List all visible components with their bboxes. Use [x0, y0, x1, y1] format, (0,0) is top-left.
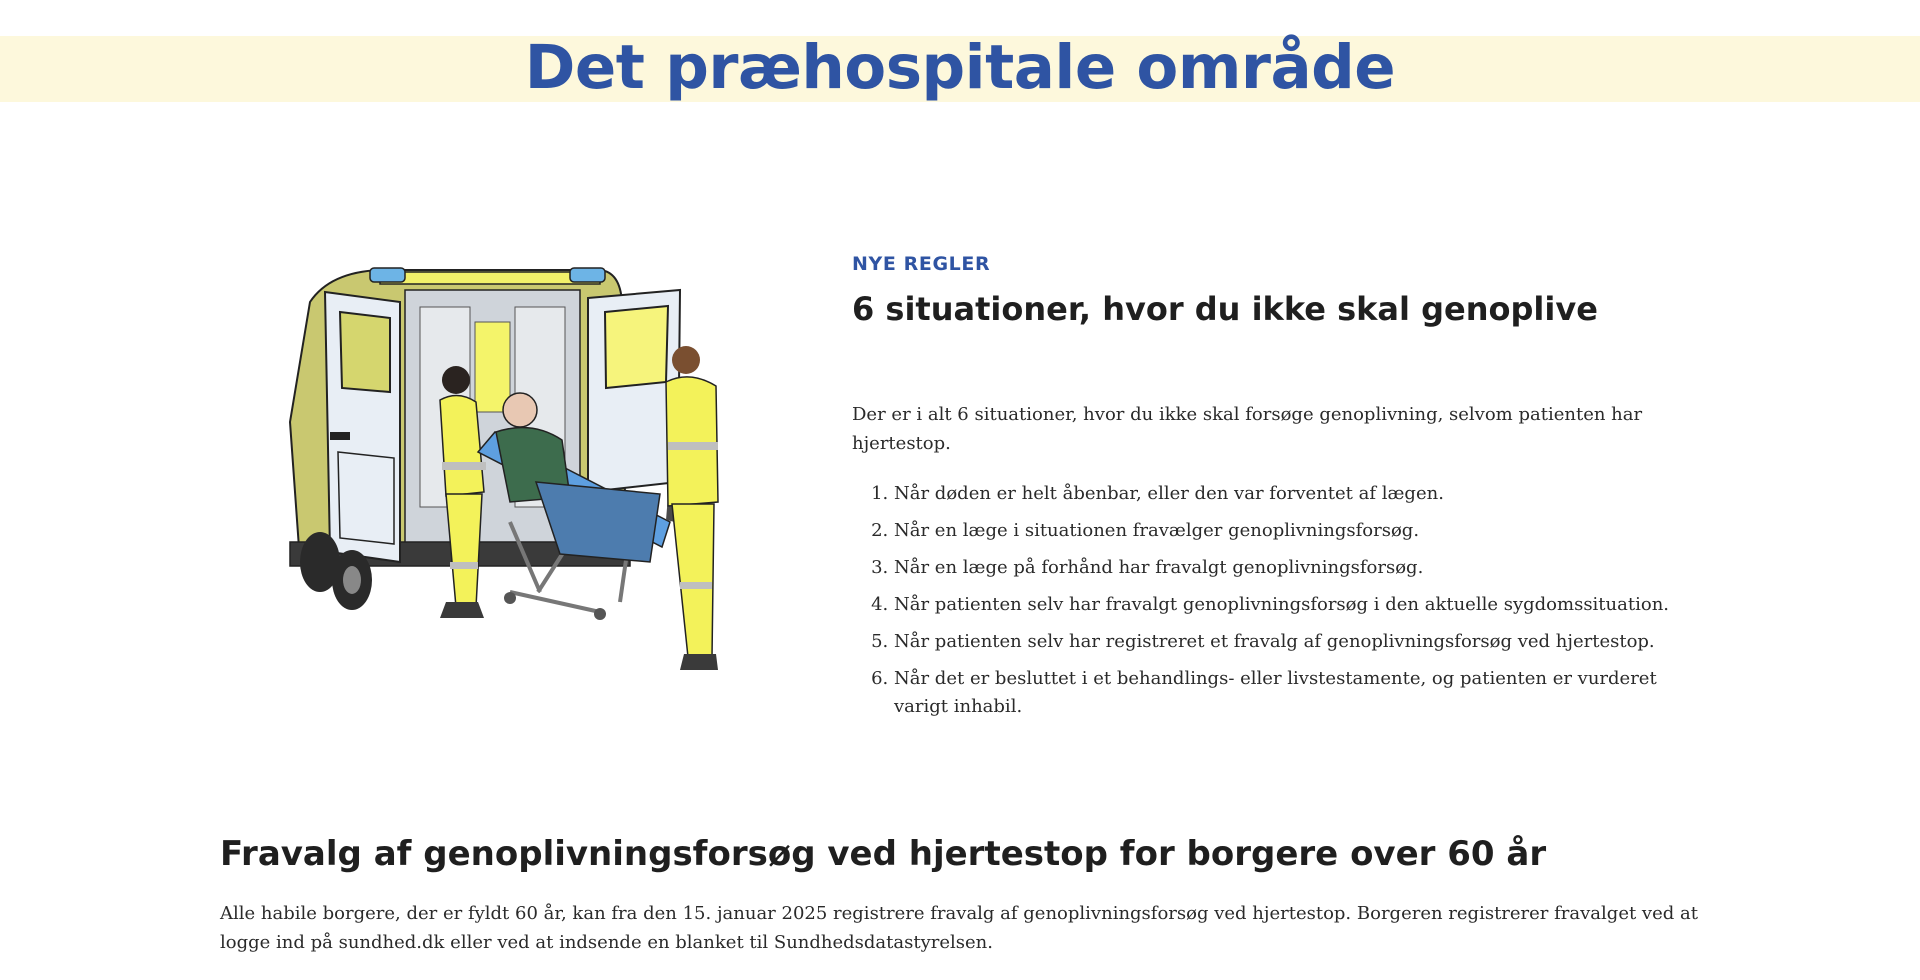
left-door	[325, 292, 400, 562]
article-eyebrow: NYE REGLER	[852, 253, 991, 275]
list-item: 1. Når døden er helt åbenbar, eller den var forventet af lægen.	[894, 480, 1692, 508]
list-item: 3. Når en læge på forhånd har fravalgt genoplivningsforsøg.	[894, 554, 1692, 582]
list-item: 6. Når det er besluttet i et behandlings- eller livstestamente, og patienten er vurderet varigt inhabil.	[894, 665, 1692, 721]
list-item: 2. Når en læge i situationen fravælger genoplivningsforsøg.	[894, 517, 1692, 545]
article	[852, 250, 1692, 730]
list-item: 5. Når patienten selv har registreret et fravalg af genoplivningsforsøg ved hjertestop.	[894, 628, 1692, 656]
situations-list	[852, 480, 1692, 721]
section-body: Alle habile borgere, der er fyldt 60 år, kan fra den 15. januar 2025 registrere fravalg af genoplivningsforsøg ved hjertestop. Borgeren registrerer fravalget ved at logge ind på sundhed.dk eller ved at indsende en blanket til Sundhedsdatastyrelsen.	[220, 903, 1698, 953]
page-title: Det præhospitale område	[524, 32, 1396, 103]
section-title: Fravalg af genoplivningsforsøg ved hjertestop for borgere over 60 år	[220, 834, 1547, 874]
article-title: 6 situationer, hvor du ikke skal genoplive	[852, 290, 1598, 328]
ambulance-illustration	[270, 262, 760, 682]
article-intro: Der er i alt 6 situationer, hvor du ikke skal forsøge genoplivning, selvom patienten har hjertestop.	[852, 404, 1643, 454]
paramedic-right	[666, 346, 718, 670]
list-item: 4. Når patienten selv har fravalgt genoplivningsforsøg i den aktuelle sygdomssituation.	[894, 591, 1692, 619]
